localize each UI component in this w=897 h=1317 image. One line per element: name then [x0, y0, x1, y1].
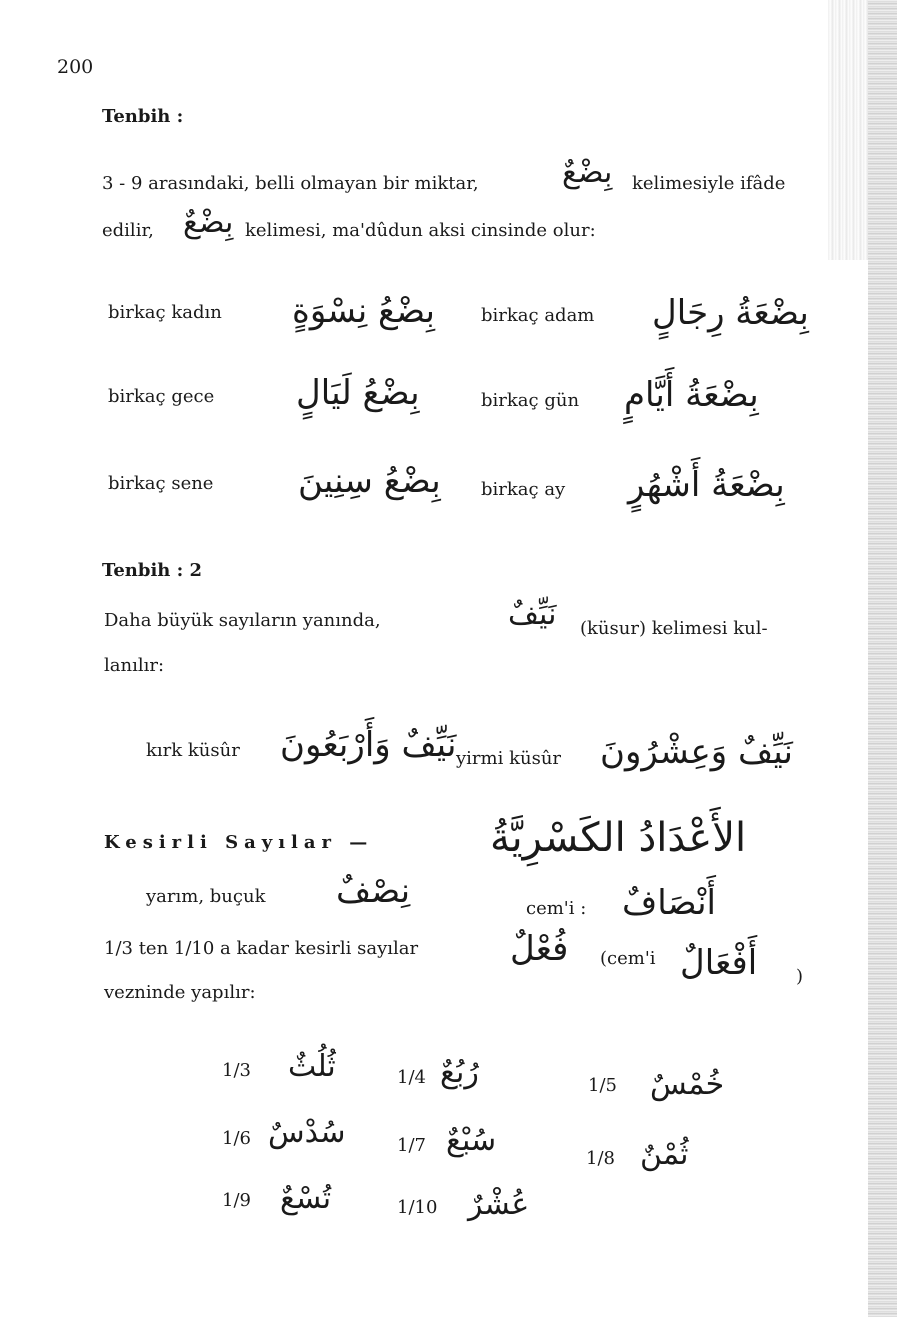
example-tr-2: birkaç adam: [481, 305, 595, 326]
fraction-ar-5: سُبْعٌ: [446, 1123, 497, 1158]
rule-line2: vezninde yapılır:: [104, 982, 256, 1003]
para2-line1-start: Daha büyük sayıların yanında,: [104, 610, 381, 631]
fraction-num-5: 1/7: [397, 1135, 426, 1156]
para2-line2: lanılır:: [104, 655, 165, 676]
yarim-label: yarım, buçuk: [146, 886, 266, 907]
fraction-ar-2: رُبُعٌ: [440, 1055, 479, 1090]
rule-cemi: (cem'i: [600, 948, 656, 969]
example-ar-3: بِضْعُ لَيَالٍ: [296, 373, 420, 413]
example-ar-4: بِضْعَةُ أَيَّامٍ: [624, 375, 759, 415]
heading-tenbih-1: Tenbih :: [102, 106, 184, 127]
rule-close-paren: ): [796, 966, 804, 987]
example-tr-4: birkaç gün: [481, 390, 580, 411]
para1-line2-end: kelimesi, ma'dûdun aksi cinsinde olur:: [245, 220, 596, 241]
rule-arabic: فُعْلٌ: [510, 929, 569, 969]
fraction-num-7: 1/9: [222, 1190, 251, 1211]
fraction-ar-7: تُسْعٌ: [280, 1181, 332, 1216]
kusur-ar-2: نَيِّفٌ وَعِشْرُونَ: [600, 732, 793, 772]
example-tr-1: birkaç kadın: [108, 302, 222, 323]
para2-line1-end: (küsur) kelimesi kul-: [580, 618, 768, 639]
section-title: Kesirli Sayılar —: [104, 832, 374, 853]
fraction-ar-8: عُشْرٌ: [468, 1187, 530, 1222]
fraction-ar-6: ثُمْنٌ: [640, 1137, 689, 1172]
fraction-num-3: 1/5: [588, 1075, 617, 1096]
example-ar-6: بِضْعَةُ أَشْهُرٍ: [628, 465, 785, 505]
cemi-label: cem'i :: [526, 898, 587, 919]
kusur-ar-1: نَيِّفٌ وَأَرْبَعُونَ: [280, 725, 457, 765]
example-ar-2: بِضْعَةُ رِجَالٍ: [652, 293, 809, 333]
para1-line2-arabic: بِضْعٌ: [183, 205, 234, 240]
para1-line2-start: edilir,: [102, 220, 154, 241]
yarim-arabic: نِصْفٌ: [336, 871, 411, 911]
para2-line1-arabic: نَيِّفٌ: [508, 597, 557, 632]
page-edge-texture: [828, 0, 868, 260]
fraction-num-6: 1/8: [586, 1148, 615, 1169]
page-edge-shadow: [868, 0, 897, 1317]
fraction-num-8: 1/10: [397, 1197, 438, 1218]
example-tr-6: birkaç ay: [481, 479, 566, 500]
kusur-tr-1: kırk küsûr: [146, 740, 240, 761]
example-tr-3: birkaç gece: [108, 386, 215, 407]
para1-line1-start: 3 - 9 arasındaki, belli olmayan bir miktar,: [102, 173, 479, 194]
kusur-tr-2: yirmi küsûr: [456, 748, 562, 769]
heading-tenbih-2: Tenbih : 2: [102, 560, 203, 581]
rule-cemi-arabic: أَفْعَالٌ: [680, 943, 758, 983]
para1-line1-end: kelimesiyle ifâde: [632, 173, 786, 194]
para1-line1-arabic: بِضْعٌ: [562, 155, 613, 190]
rule-line1: 1/3 ten 1/10 a kadar kesirli sayılar: [104, 938, 419, 959]
fraction-ar-4: سُدْسٌ: [268, 1115, 346, 1150]
fraction-num-2: 1/4: [397, 1067, 426, 1088]
cemi-arabic: أَنْصَافٌ: [622, 883, 716, 923]
fraction-num-4: 1/6: [222, 1128, 251, 1149]
section-title-arabic: الأَعْدَادُ الكَسْرِيَّةُ: [490, 815, 747, 861]
example-tr-5: birkaç sene: [108, 473, 214, 494]
example-ar-1: بِضْعُ نِسْوَةٍ: [292, 291, 436, 331]
fraction-ar-1: ثُلُثٌ: [288, 1049, 336, 1084]
fraction-ar-3: خُمْسٌ: [650, 1067, 725, 1102]
page-number: 200: [57, 56, 94, 78]
fraction-num-1: 1/3: [222, 1060, 251, 1081]
example-ar-5: بِضْعُ سِنِينَ: [298, 461, 441, 501]
